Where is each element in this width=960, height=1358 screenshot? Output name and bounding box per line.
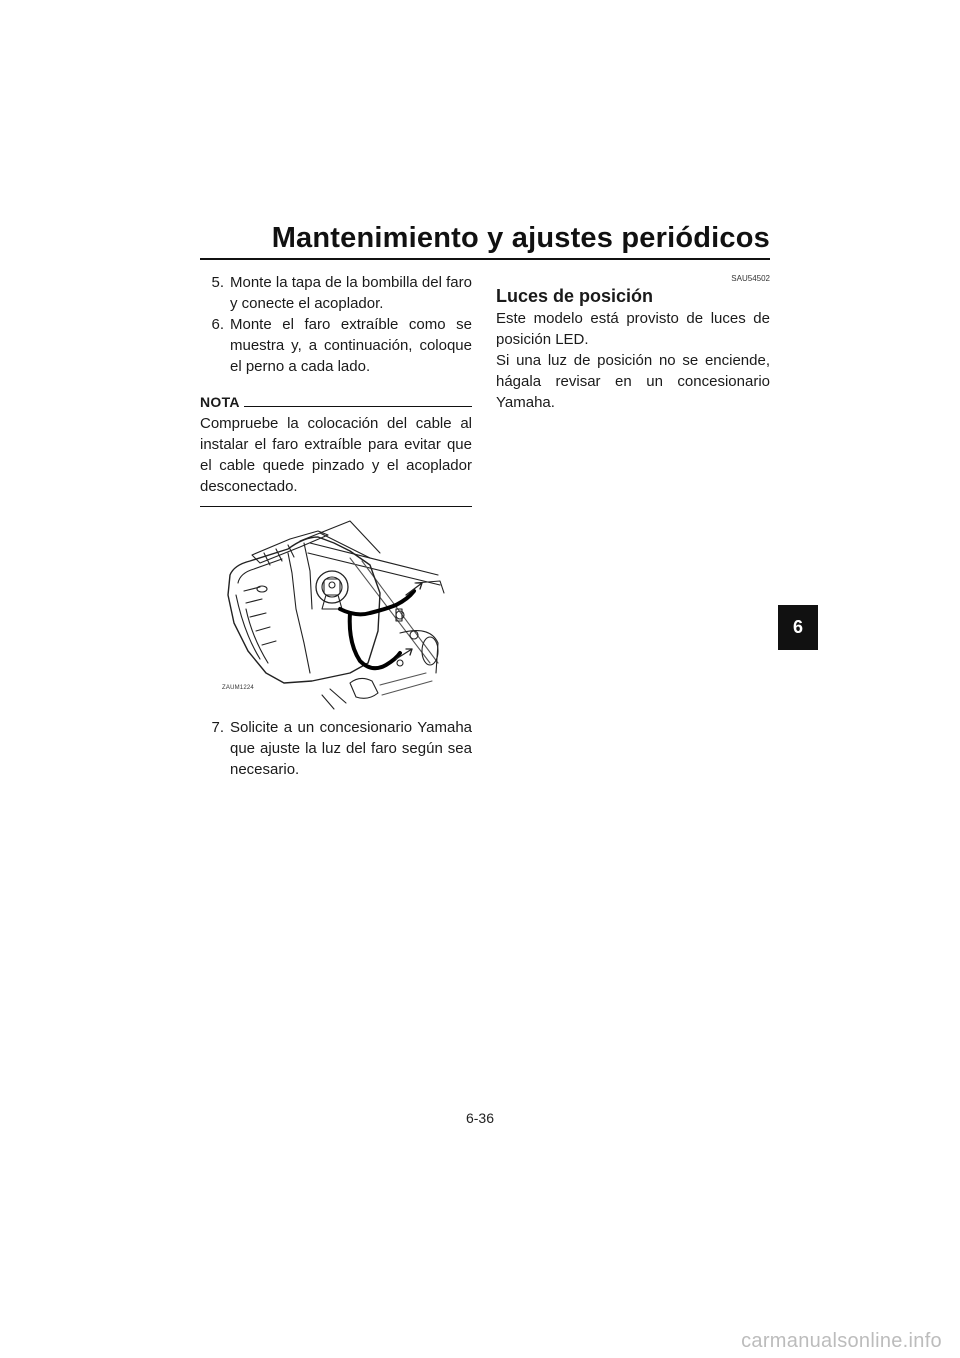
nota-rule xyxy=(244,406,472,407)
section-code: SAU54502 xyxy=(731,274,770,283)
chapter-tab: 6 xyxy=(778,605,818,650)
nota-end-rule xyxy=(200,506,472,507)
step-5 xyxy=(200,272,472,314)
watermark: carmanualsonline.info xyxy=(741,1330,942,1352)
left-column xyxy=(200,272,472,780)
step-text: Monte el faro extraíble como se muestra y, a continuación, coloque el perno a cada lado. xyxy=(230,316,472,375)
step-7 xyxy=(200,717,472,780)
right-column xyxy=(496,272,770,413)
nota-text: Compruebe la colocación del cable al instalar el faro extraíble para evitar que el cable quede pinzado y el acoplador desconectado. xyxy=(200,415,472,495)
nota-label: NOTA xyxy=(200,394,240,410)
section-title: Luces de posición xyxy=(496,286,654,306)
section-paragraph: Si una luz de posición no se enciende, hágala revisar en un concesionario Yamaha. xyxy=(496,352,770,411)
section-paragraph: Este modelo está provisto de luces de posición LED. xyxy=(496,310,770,348)
headlight-figure xyxy=(200,513,472,713)
step-number: 7. xyxy=(211,719,224,736)
figure-code: ZAUM1224 xyxy=(222,685,254,691)
step-text: Solicite a un concesionario Yamaha que ajuste la luz del faro según sea necesario. xyxy=(230,719,472,778)
step-number: 5. xyxy=(211,274,224,291)
nota-heading xyxy=(200,391,472,409)
header-rule xyxy=(200,258,770,260)
nota-box xyxy=(200,391,472,507)
page-number: 6-36 xyxy=(465,1110,495,1126)
step-number: 6. xyxy=(211,316,224,333)
step-6 xyxy=(200,314,472,377)
page-title: Mantenimiento y ajustes periódicos xyxy=(271,222,770,254)
step-text: Monte la tapa de la bombilla del faro y conecte el acoplador. xyxy=(230,274,472,312)
